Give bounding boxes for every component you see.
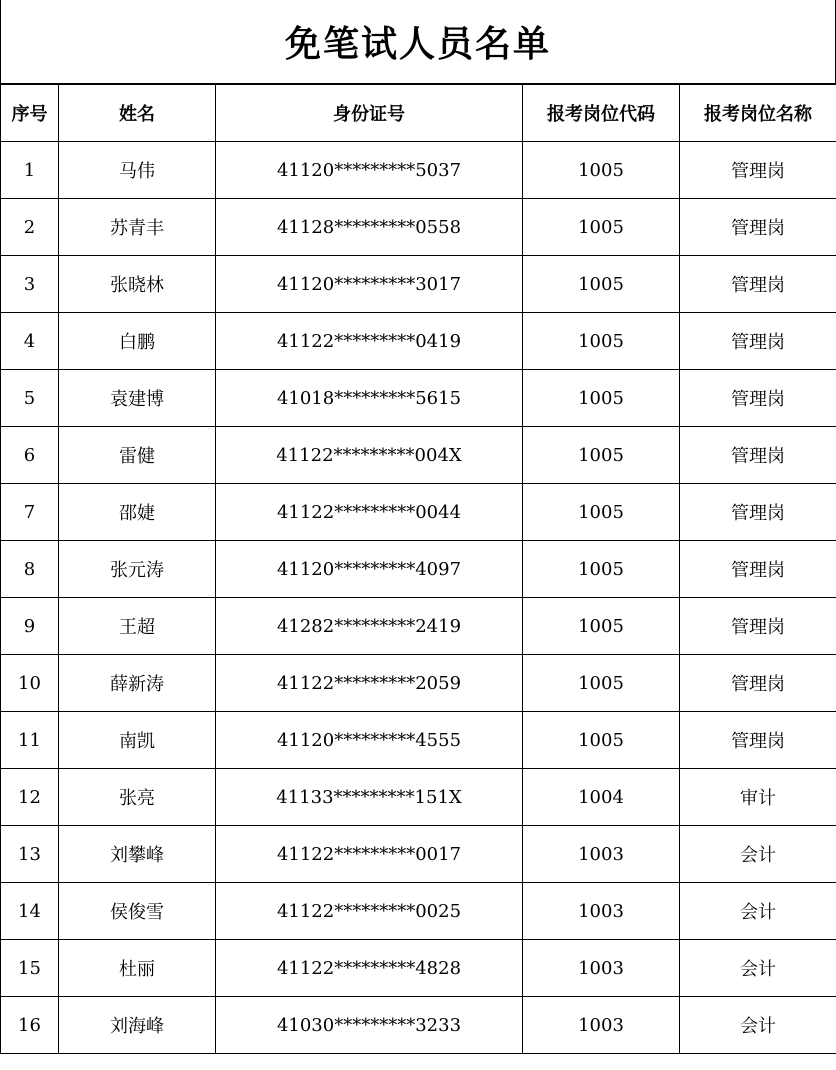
cell-post-code: 1005 (523, 712, 680, 769)
table-row (1, 313, 836, 370)
cell-id-number: 41030*********3233 (216, 997, 523, 1054)
table-row (1, 370, 836, 427)
cell-id-number: 41122*********0044 (216, 484, 523, 541)
cell-no: 7 (1, 484, 59, 541)
cell-id-number: 41122*********004X (216, 427, 523, 484)
cell-name: 刘海峰 (59, 997, 216, 1054)
cell-post-name: 管理岗 (680, 142, 836, 199)
cell-name: 马伟 (59, 142, 216, 199)
cell-no: 6 (1, 427, 59, 484)
cell-no: 12 (1, 769, 59, 826)
cell-post-code: 1005 (523, 541, 680, 598)
cell-no: 16 (1, 997, 59, 1054)
table-row (1, 997, 836, 1054)
cell-post-code: 1005 (523, 199, 680, 256)
cell-id-number: 41128*********0558 (216, 199, 523, 256)
table-row (1, 712, 836, 769)
table-header (1, 85, 836, 142)
cell-name: 张亮 (59, 769, 216, 826)
cell-name: 侯俊雪 (59, 883, 216, 940)
cell-id-number: 41122*********0017 (216, 826, 523, 883)
cell-post-name: 管理岗 (680, 256, 836, 313)
cell-post-code: 1005 (523, 370, 680, 427)
cell-id-number: 41120*********5037 (216, 142, 523, 199)
table-row (1, 883, 836, 940)
table-row (1, 598, 836, 655)
page-title: 免笔试人员名单 (0, 0, 836, 84)
table-row (1, 199, 836, 256)
cell-post-name: 管理岗 (680, 712, 836, 769)
cell-id-number: 41122*********0025 (216, 883, 523, 940)
cell-name: 邵婕 (59, 484, 216, 541)
cell-name: 苏青丰 (59, 199, 216, 256)
cell-id-number: 41018*********5615 (216, 370, 523, 427)
cell-post-code: 1005 (523, 313, 680, 370)
cell-post-code: 1005 (523, 256, 680, 313)
cell-id-number: 41120*********3017 (216, 256, 523, 313)
table-row (1, 940, 836, 997)
header-row (1, 85, 836, 142)
table-body (1, 142, 836, 1054)
cell-post-name: 管理岗 (680, 541, 836, 598)
header-post: 报考岗位名称 (680, 85, 836, 142)
table-row (1, 142, 836, 199)
cell-no: 9 (1, 598, 59, 655)
table-row (1, 769, 836, 826)
cell-name: 张元涛 (59, 541, 216, 598)
cell-name: 王超 (59, 598, 216, 655)
cell-no: 1 (1, 142, 59, 199)
cell-post-name: 管理岗 (680, 427, 836, 484)
cell-id-number: 41133*********151X (216, 769, 523, 826)
cell-post-code: 1003 (523, 997, 680, 1054)
cell-no: 5 (1, 370, 59, 427)
cell-no: 8 (1, 541, 59, 598)
header-code: 报考岗位代码 (523, 85, 680, 142)
cell-post-name: 管理岗 (680, 370, 836, 427)
cell-post-name: 会计 (680, 883, 836, 940)
cell-name: 雷健 (59, 427, 216, 484)
cell-post-name: 管理岗 (680, 655, 836, 712)
cell-post-name: 管理岗 (680, 484, 836, 541)
cell-no: 4 (1, 313, 59, 370)
cell-post-code: 1003 (523, 883, 680, 940)
cell-no: 10 (1, 655, 59, 712)
cell-post-name: 管理岗 (680, 313, 836, 370)
cell-id-number: 41122*********4828 (216, 940, 523, 997)
cell-post-name: 管理岗 (680, 199, 836, 256)
table-row (1, 541, 836, 598)
cell-name: 杜丽 (59, 940, 216, 997)
header-id: 身份证号 (216, 85, 523, 142)
cell-post-code: 1003 (523, 826, 680, 883)
cell-post-name: 审计 (680, 769, 836, 826)
cell-name: 白鹏 (59, 313, 216, 370)
cell-post-code: 1005 (523, 484, 680, 541)
cell-id-number: 41120*********4555 (216, 712, 523, 769)
cell-id-number: 41122*********0419 (216, 313, 523, 370)
cell-post-code: 1005 (523, 142, 680, 199)
cell-id-number: 41282*********2419 (216, 598, 523, 655)
cell-name: 张晓林 (59, 256, 216, 313)
cell-no: 3 (1, 256, 59, 313)
cell-post-code: 1005 (523, 598, 680, 655)
table-row (1, 484, 836, 541)
cell-no: 14 (1, 883, 59, 940)
cell-id-number: 41120*********4097 (216, 541, 523, 598)
cell-post-name: 管理岗 (680, 598, 836, 655)
cell-post-code: 1003 (523, 940, 680, 997)
roster-table (0, 84, 836, 1054)
cell-name: 南凯 (59, 712, 216, 769)
cell-no: 13 (1, 826, 59, 883)
cell-post-code: 1004 (523, 769, 680, 826)
cell-name: 薛新涛 (59, 655, 216, 712)
cell-post-name: 会计 (680, 940, 836, 997)
header-no: 序号 (1, 85, 59, 142)
cell-id-number: 41122*********2059 (216, 655, 523, 712)
cell-post-code: 1005 (523, 427, 680, 484)
cell-post-code: 1005 (523, 655, 680, 712)
cell-post-name: 会计 (680, 997, 836, 1054)
cell-name: 袁建博 (59, 370, 216, 427)
table-row (1, 655, 836, 712)
cell-no: 2 (1, 199, 59, 256)
cell-no: 15 (1, 940, 59, 997)
table-row (1, 826, 836, 883)
table-row (1, 427, 836, 484)
cell-post-name: 会计 (680, 826, 836, 883)
header-name: 姓名 (59, 85, 216, 142)
cell-name: 刘攀峰 (59, 826, 216, 883)
cell-no: 11 (1, 712, 59, 769)
table-row (1, 256, 836, 313)
